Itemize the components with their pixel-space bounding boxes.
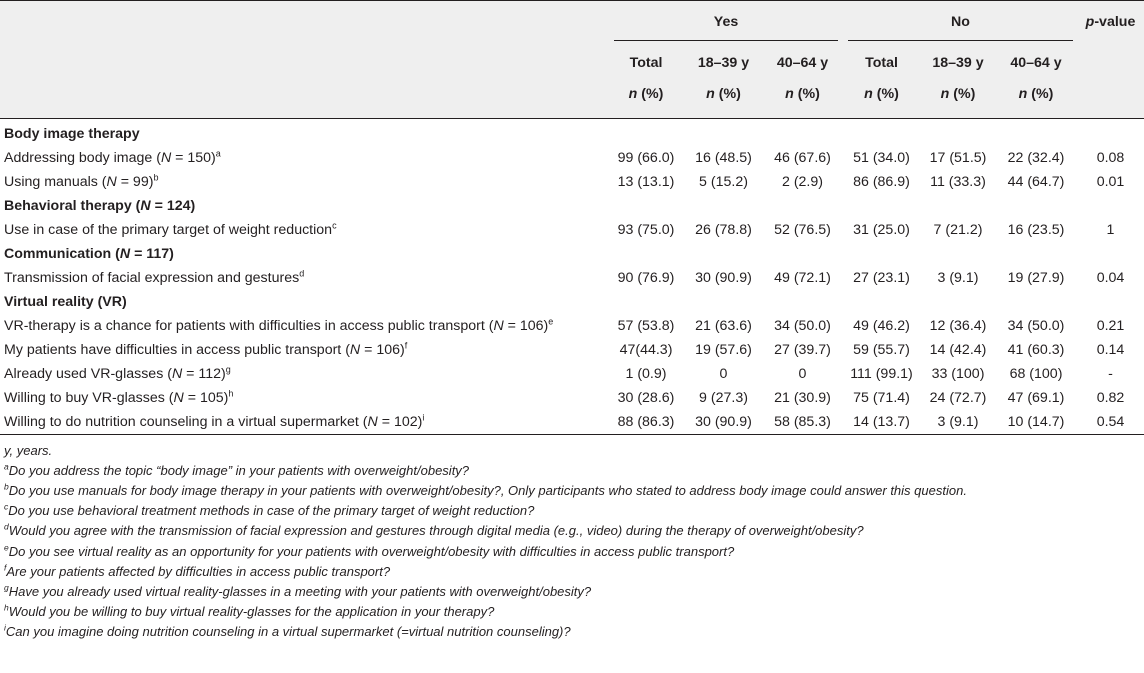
cell-no-total: 14 (13.7)	[842, 410, 921, 435]
cell-yes-age2: 0	[798, 365, 807, 382]
cell-pvalue: -	[1108, 365, 1113, 382]
cell-yes-total: 93 (75.0)	[617, 221, 675, 238]
cell-pvalue: 0.21	[1096, 317, 1125, 334]
cell-yes-age2: 58 (85.3)	[763, 410, 842, 435]
footnote-d: $^d$Would you agree with the transmission of facial expression and gestures through digital media (e.g., video) during the therapy of overweight/obesity?	[4, 521, 864, 539]
row-label: Already used VR-glasses (N = 112)$^g$	[4, 363, 231, 382]
cell-no-age1: 14 (42.4)	[929, 341, 987, 358]
cell-no-age2: 19 (27.9)	[1007, 269, 1065, 286]
cell-no-age2: 22 (32.4)	[1007, 149, 1065, 166]
footnote-h: $^h$Would you be willing to buy virtual reality-glasses for the application in your therapy?	[4, 602, 495, 620]
header-yes-age2: 40–64 y	[776, 55, 829, 71]
table-row	[0, 338, 1144, 362]
cell-yes-age2: 2 (2.9)	[781, 173, 823, 190]
table-row	[0, 170, 1144, 194]
header-yes: Yes	[608, 9, 842, 47]
cell-no-age2: 41 (60.3)	[1007, 341, 1065, 358]
cell-no-age1: 3 (9.1)	[921, 410, 995, 435]
table-row	[0, 410, 1144, 435]
cell-yes-age1: 21 (63.6)	[695, 317, 752, 334]
table-row	[0, 266, 1144, 290]
cell-no-age1: 7 (21.2)	[933, 221, 983, 238]
cell-pvalue: 0.14	[1096, 341, 1125, 358]
cell-yes-age1: 16 (48.5)	[695, 149, 752, 166]
cell-no-age2: 44 (64.7)	[1007, 173, 1065, 190]
cell-yes-age1: 0	[719, 365, 728, 382]
footnote-i: $^i$Can you imagine doing nutrition counseling in a virtual supermarket (=virtual nutrition counseling)?	[4, 623, 571, 640]
cell-pvalue: 0.04	[1096, 269, 1125, 286]
cell-yes-total: 99 (66.0)	[617, 149, 675, 166]
cell-yes-age2: 34 (50.0)	[774, 317, 831, 334]
header-row-columns	[0, 47, 1144, 80]
cell-yes-age1: 9 (27.3)	[699, 389, 748, 406]
header-no-total: Total	[865, 55, 898, 71]
cell-no-age1: 33 (100)	[931, 365, 985, 382]
header-no: No	[842, 9, 1077, 47]
section-row	[0, 290, 1144, 314]
cell-no-age2: 68 (100)	[1009, 365, 1063, 382]
row-label: Transmission of facial expression and gestures$^d$	[4, 267, 305, 286]
cell-yes-total: 13 (13.1)	[617, 173, 675, 190]
cell-no-age1: 17 (51.5)	[929, 149, 987, 166]
footnote-y: y, years.	[4, 442, 53, 458]
cell-no-total: 75 (71.4)	[853, 389, 910, 406]
row-label: Use in case of the primary target of weight reduction$^c$	[4, 219, 337, 238]
cell-no-total: 59 (55.7)	[853, 341, 910, 358]
header-unit: n (%)	[628, 85, 664, 102]
cell-no-age2: 10 (14.7)	[995, 410, 1077, 435]
section-vr: Virtual reality (VR)	[4, 293, 127, 310]
header-unit: n (%)	[785, 85, 820, 102]
cell-yes-total: 30 (28.6)	[617, 389, 675, 406]
header-no-age2: 40–64 y	[1010, 55, 1062, 71]
header-row-groups	[0, 9, 1144, 47]
section-behavioral: Behavioral therapy (N = 124)	[4, 197, 196, 214]
cell-yes-total: 47(44.3)	[619, 341, 673, 358]
header-unit: n (%)	[864, 85, 899, 102]
cell-no-age2: 16 (23.5)	[1007, 221, 1065, 238]
cell-yes-total: 1 (0.9)	[625, 365, 667, 382]
cell-no-total: 51 (34.0)	[853, 149, 910, 166]
cell-no-age2: 34 (50.0)	[1007, 317, 1065, 334]
table-row	[0, 146, 1144, 170]
cell-yes-total: 88 (86.3)	[608, 410, 684, 435]
cell-yes-age1: 30 (90.9)	[684, 410, 763, 435]
cell-pvalue: 0.01	[1096, 173, 1125, 190]
cell-pvalue: 0.54	[1077, 410, 1144, 435]
header-pvalue: p-value	[1085, 13, 1136, 30]
cell-yes-age1: 5 (15.2)	[699, 173, 748, 190]
header-yes-total: Total	[629, 55, 663, 71]
cell-yes-age2: 27 (39.7)	[774, 341, 831, 358]
section-row	[0, 194, 1144, 218]
footnote-g: $^g$Have you already used virtual reality-glasses in a meeting with your patients with overweight/obesity?	[4, 582, 592, 599]
footnote-c: $^c$Do you use behavioral treatment methods in case of the primary target of weight reduction?	[4, 501, 535, 519]
cell-no-age1: 11 (33.3)	[930, 173, 986, 190]
table-row	[0, 218, 1144, 242]
cell-no-age1: 24 (72.7)	[929, 389, 987, 406]
section-communication: Communication (N = 117)	[4, 245, 174, 262]
section-row	[0, 242, 1144, 266]
row-label: Willing to buy VR-glasses (N = 105)$^h$	[4, 387, 234, 406]
row-label: Addressing body image (N = 150)$^a$	[4, 147, 221, 166]
cell-pvalue: 0.08	[1096, 149, 1125, 166]
row-label: Willing to do nutrition counseling in a virtual supermarket (N = 102)$^i$	[0, 410, 608, 435]
footnote-f: $^f$Are your patients affected by difficulties in access public transport?	[4, 562, 391, 579]
section-row	[0, 118, 1144, 146]
cell-no-total: 31 (25.0)	[853, 221, 910, 238]
row-label: VR-therapy is a chance for patients with difficulties in access public transport (N = 106)$^e$	[4, 315, 554, 334]
header-unit: n (%)	[706, 85, 741, 102]
table-row	[0, 362, 1144, 386]
cell-yes-total: 57 (53.8)	[617, 317, 675, 334]
cell-no-total: 111 (99.1)	[850, 365, 913, 382]
cell-no-age1: 3 (9.1)	[937, 269, 979, 286]
cell-yes-age2: 52 (76.5)	[774, 221, 831, 238]
cell-no-total: 86 (86.9)	[853, 173, 910, 190]
row-label: My patients have difficulties in access public transport (N = 106)$^f$	[4, 339, 408, 358]
cell-yes-age1: 19 (57.6)	[695, 341, 752, 358]
row-label: Using manuals (N = 99)$^b$	[4, 171, 159, 190]
cell-yes-age1: 26 (78.8)	[695, 221, 752, 238]
header-unit: n (%)	[1018, 85, 1054, 102]
table-footnotes	[0, 441, 1144, 643]
cell-yes-age2: 21 (30.9)	[774, 389, 831, 406]
cell-yes-age1: 30 (90.9)	[695, 269, 752, 286]
cell-no-total: 27 (23.1)	[853, 269, 910, 286]
cell-no-total: 49 (46.2)	[853, 317, 910, 334]
header-yes-age1: 18–39 y	[697, 55, 750, 71]
footnote-b: $^b$Do you use manuals for body image therapy in your patients with overweight/obesity?, Only participants who stated to address body image could answer this question.	[4, 481, 967, 498]
table-row	[0, 386, 1144, 410]
header-unit: n (%)	[940, 85, 976, 102]
cell-pvalue: 0.82	[1096, 389, 1125, 406]
cell-yes-age2: 46 (67.6)	[774, 149, 831, 166]
footnote-a: $^a$Do you address the topic “body image” in your patients with overweight/obesity?	[4, 461, 470, 478]
cell-no-age2: 47 (69.1)	[1007, 389, 1065, 406]
header-row-units	[0, 80, 1144, 108]
header-no-age1: 18–39 y	[932, 55, 984, 71]
footnote-e: $^e$Do you see virtual reality as an opportunity for your patients with overweight/obesity with difficulties in access public transport?	[4, 542, 735, 559]
table-row	[0, 314, 1144, 338]
cell-no-age1: 12 (36.4)	[929, 317, 987, 334]
cell-yes-total: 90 (76.9)	[617, 269, 675, 286]
cell-pvalue: 1	[1106, 221, 1115, 238]
cell-yes-age2: 49 (72.1)	[774, 269, 831, 286]
section-body-image: Body image therapy	[0, 118, 1144, 146]
